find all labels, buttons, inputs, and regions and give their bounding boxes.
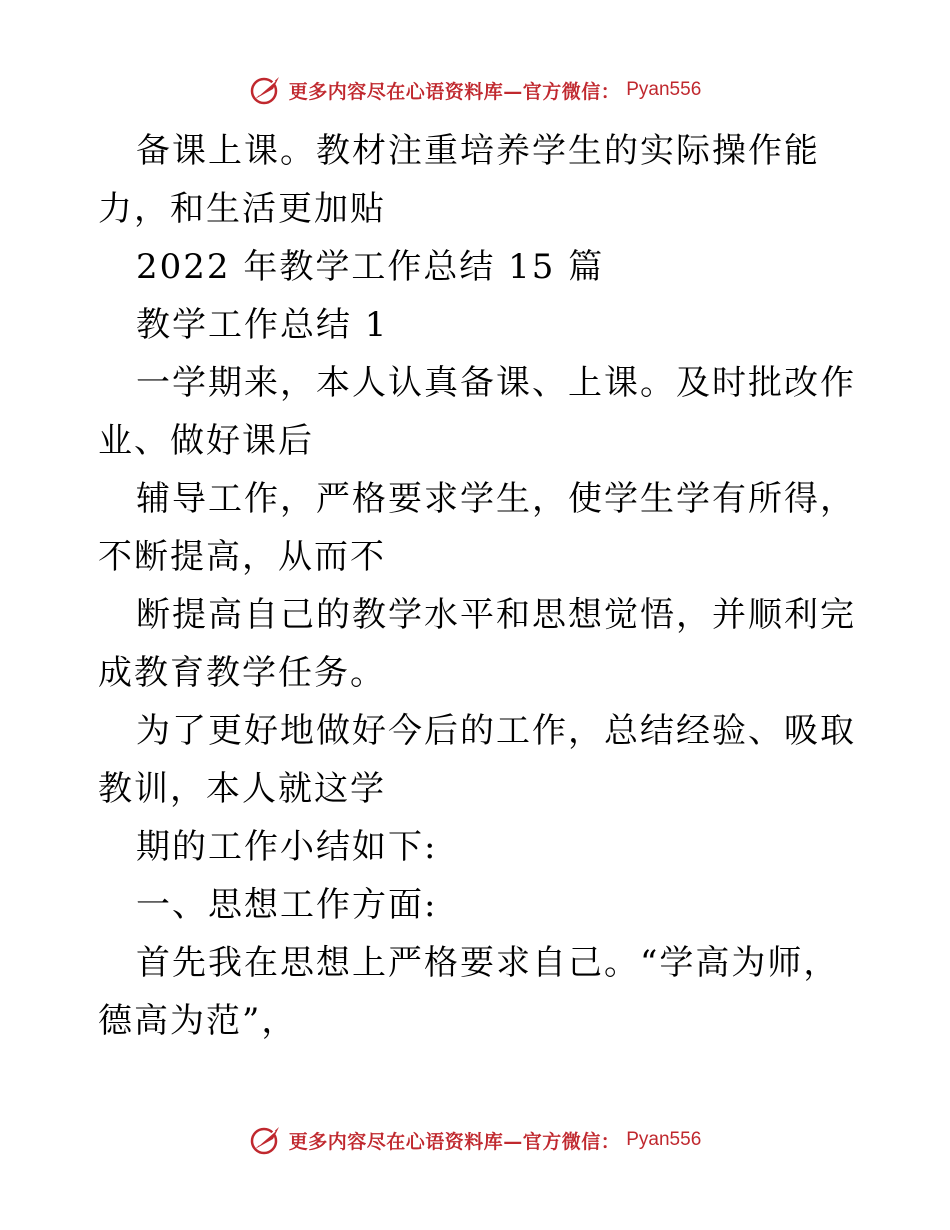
quill-logo-icon: [249, 1123, 283, 1157]
paragraph: 首先我在思想上严格要求自己。“学高为师，德高为范”，: [98, 943, 840, 1041]
paragraph: 断提高自己的教学水平和思想觉悟，并顺利完成教育教学任务。: [98, 595, 856, 693]
header-site-text: 更多内容尽在心语资料库—官方微信：: [288, 80, 621, 103]
paragraph: 为了更好地做好今后的工作，总结经验、吸取教训，本人就这学: [98, 711, 856, 809]
footer-site-text: 更多内容尽在心语资料库—官方微信：: [288, 1130, 621, 1153]
header-wechat-id: Pyan556: [626, 79, 702, 100]
paragraph: 一、思想工作方面:: [136, 885, 438, 925]
header-watermark: [0, 70, 950, 110]
footer-watermark: [0, 1120, 950, 1160]
paragraph: 一学期来，本人认真备课、上课。及时批改作业、做好课后: [98, 363, 856, 461]
paragraph: 2022 年教学工作总结 15 篇: [136, 247, 605, 287]
quill-logo-icon: [249, 73, 283, 107]
footer-wechat-id: Pyan556: [626, 1129, 702, 1150]
paragraph: 备课上课。教材注重培养学生的实际操作能力，和生活更加贴: [98, 131, 820, 229]
paragraph: 期的工作小结如下:: [136, 827, 438, 867]
paragraph: 辅导工作，严格要求学生，使学生学有所得，不断提高，从而不: [98, 479, 856, 577]
paragraph: 教学工作总结 1: [136, 305, 389, 345]
body-text: [98, 122, 858, 1050]
